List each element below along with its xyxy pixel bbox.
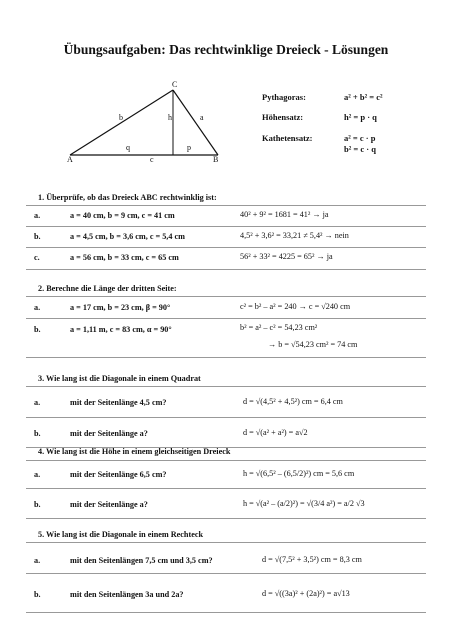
side-a-label: a xyxy=(200,113,204,122)
height-label: h xyxy=(168,113,172,122)
item-letter: a. xyxy=(34,211,41,220)
item-answer: b² = a² – c² = 54,23 cm² xyxy=(240,323,318,332)
divider xyxy=(26,417,426,418)
side-c-label: c xyxy=(150,155,154,164)
vertex-a-label: A xyxy=(67,155,73,164)
item-question: a = 17 cm, b = 23 cm, β = 90° xyxy=(70,303,171,312)
item-letter: b. xyxy=(34,500,41,509)
side-b-label: b xyxy=(119,113,123,122)
divider xyxy=(26,542,426,543)
divider xyxy=(26,357,426,358)
item-letter: b. xyxy=(34,429,41,438)
item-answer: 40² + 9² = 1681 = 41² → ja xyxy=(240,210,329,219)
kathetensatz-formula-2: b² = c · q xyxy=(344,144,376,154)
page-title: Übungsaufgaben: Das rechtwinklige Dreieck - Lösungen xyxy=(63,42,389,57)
divider xyxy=(26,226,426,227)
item-answer: d = √(7,5² + 3,5²) cm = 8,3 cm xyxy=(262,555,362,564)
item-letter: a. xyxy=(34,398,41,407)
item-answer: h = √(6,5² – (6,5/2)²) cm = 5,6 cm xyxy=(243,469,355,478)
divider xyxy=(26,318,426,319)
kathetensatz-label: Kathetensatz: xyxy=(262,133,313,143)
item-question: mit der Seitenlänge 4,5 cm? xyxy=(70,398,167,407)
vertex-c-label: C xyxy=(172,80,178,89)
hoehensatz-formula: h² = p · q xyxy=(344,112,377,122)
vertex-b-label: B xyxy=(213,155,219,164)
item-letter: a. xyxy=(34,303,41,312)
side-b-line xyxy=(70,90,173,155)
kathetensatz-formula-1: a² = c · p xyxy=(344,133,376,143)
item-answer: d = √(4,5² + 4,5²) cm = 6,4 cm xyxy=(243,397,343,406)
divider xyxy=(26,386,426,387)
item-question: mit den Seitenlängen 3a und 2a? xyxy=(70,590,184,599)
section-4-heading: 4. Wie lang ist die Höhe in einem gleichseitigen Dreieck xyxy=(38,447,231,456)
item-answer: 4,5² + 3,6² = 33,21 ≠ 5,4² → nein xyxy=(240,231,349,240)
item-letter: b. xyxy=(34,590,41,599)
item-question: mit der Seitenlänge a? xyxy=(70,500,148,509)
item-question: a = 4,5 cm, b = 3,6 cm, c = 5,4 cm xyxy=(70,232,185,241)
item-answer: d = √(a² + a²) = a√2 xyxy=(243,428,308,437)
item-question: a = 56 cm, b = 33 cm, c = 65 cm xyxy=(70,253,179,262)
divider xyxy=(26,460,426,461)
right-triangle-figure xyxy=(60,80,230,170)
divider xyxy=(26,612,426,613)
item-letter: b. xyxy=(34,232,41,241)
item-letter: a. xyxy=(34,470,41,479)
item-letter: a. xyxy=(34,556,41,565)
item-question: a = 40 cm, b = 9 cm, c = 41 cm xyxy=(70,211,175,220)
divider xyxy=(26,573,426,574)
pythagoras-label: Pythagoras: xyxy=(262,92,306,102)
item-letter: c. xyxy=(34,253,40,262)
divider xyxy=(26,205,426,206)
divider xyxy=(26,269,426,270)
section-5-heading: 5. Wie lang ist die Diagonale in einem Rechteck xyxy=(38,530,204,539)
divider xyxy=(26,296,426,297)
divider xyxy=(26,488,426,489)
item-question: mit den Seitenlängen 7,5 cm und 3,5 cm? xyxy=(70,556,213,565)
item-question: mit der Seitenlänge a? xyxy=(70,429,148,438)
item-question: a = 1,11 m, c = 83 cm, α = 90° xyxy=(70,325,172,334)
hoehensatz-label: Höhensatz: xyxy=(262,112,304,122)
side-a-line xyxy=(173,90,218,155)
divider xyxy=(26,247,426,248)
divider xyxy=(26,518,426,519)
item-question: mit der Seitenlänge 6,5 cm? xyxy=(70,470,167,479)
item-answer: c² = b² – a² = 240 → c = √240 cm xyxy=(240,302,351,311)
item-letter: b. xyxy=(34,325,41,334)
segment-q-label: q xyxy=(126,143,130,152)
item-answer: 56² + 33² = 4225 = 65² → ja xyxy=(240,252,333,261)
section-2-heading: 2. Berechne die Länge der dritten Seite: xyxy=(38,284,177,293)
section-1-heading: 1. Überprüfe, ob das Dreieck ABC rechtwinklig ist: xyxy=(38,193,217,202)
section-3-heading: 3. Wie lang ist die Diagonale in einem Quadrat xyxy=(38,374,201,383)
item-answer: h = √(a² – (a/2)²) = √(3/4 a²) = a/2 √3 xyxy=(243,499,365,508)
item-answer-continued: → b = √54,23 cm² = 74 cm xyxy=(268,340,358,349)
pythagoras-formula: a² + b² = c² xyxy=(344,92,383,102)
item-answer: d = √((3a)² + (2a)²) = a√13 xyxy=(262,589,350,598)
segment-p-label: p xyxy=(187,143,191,152)
